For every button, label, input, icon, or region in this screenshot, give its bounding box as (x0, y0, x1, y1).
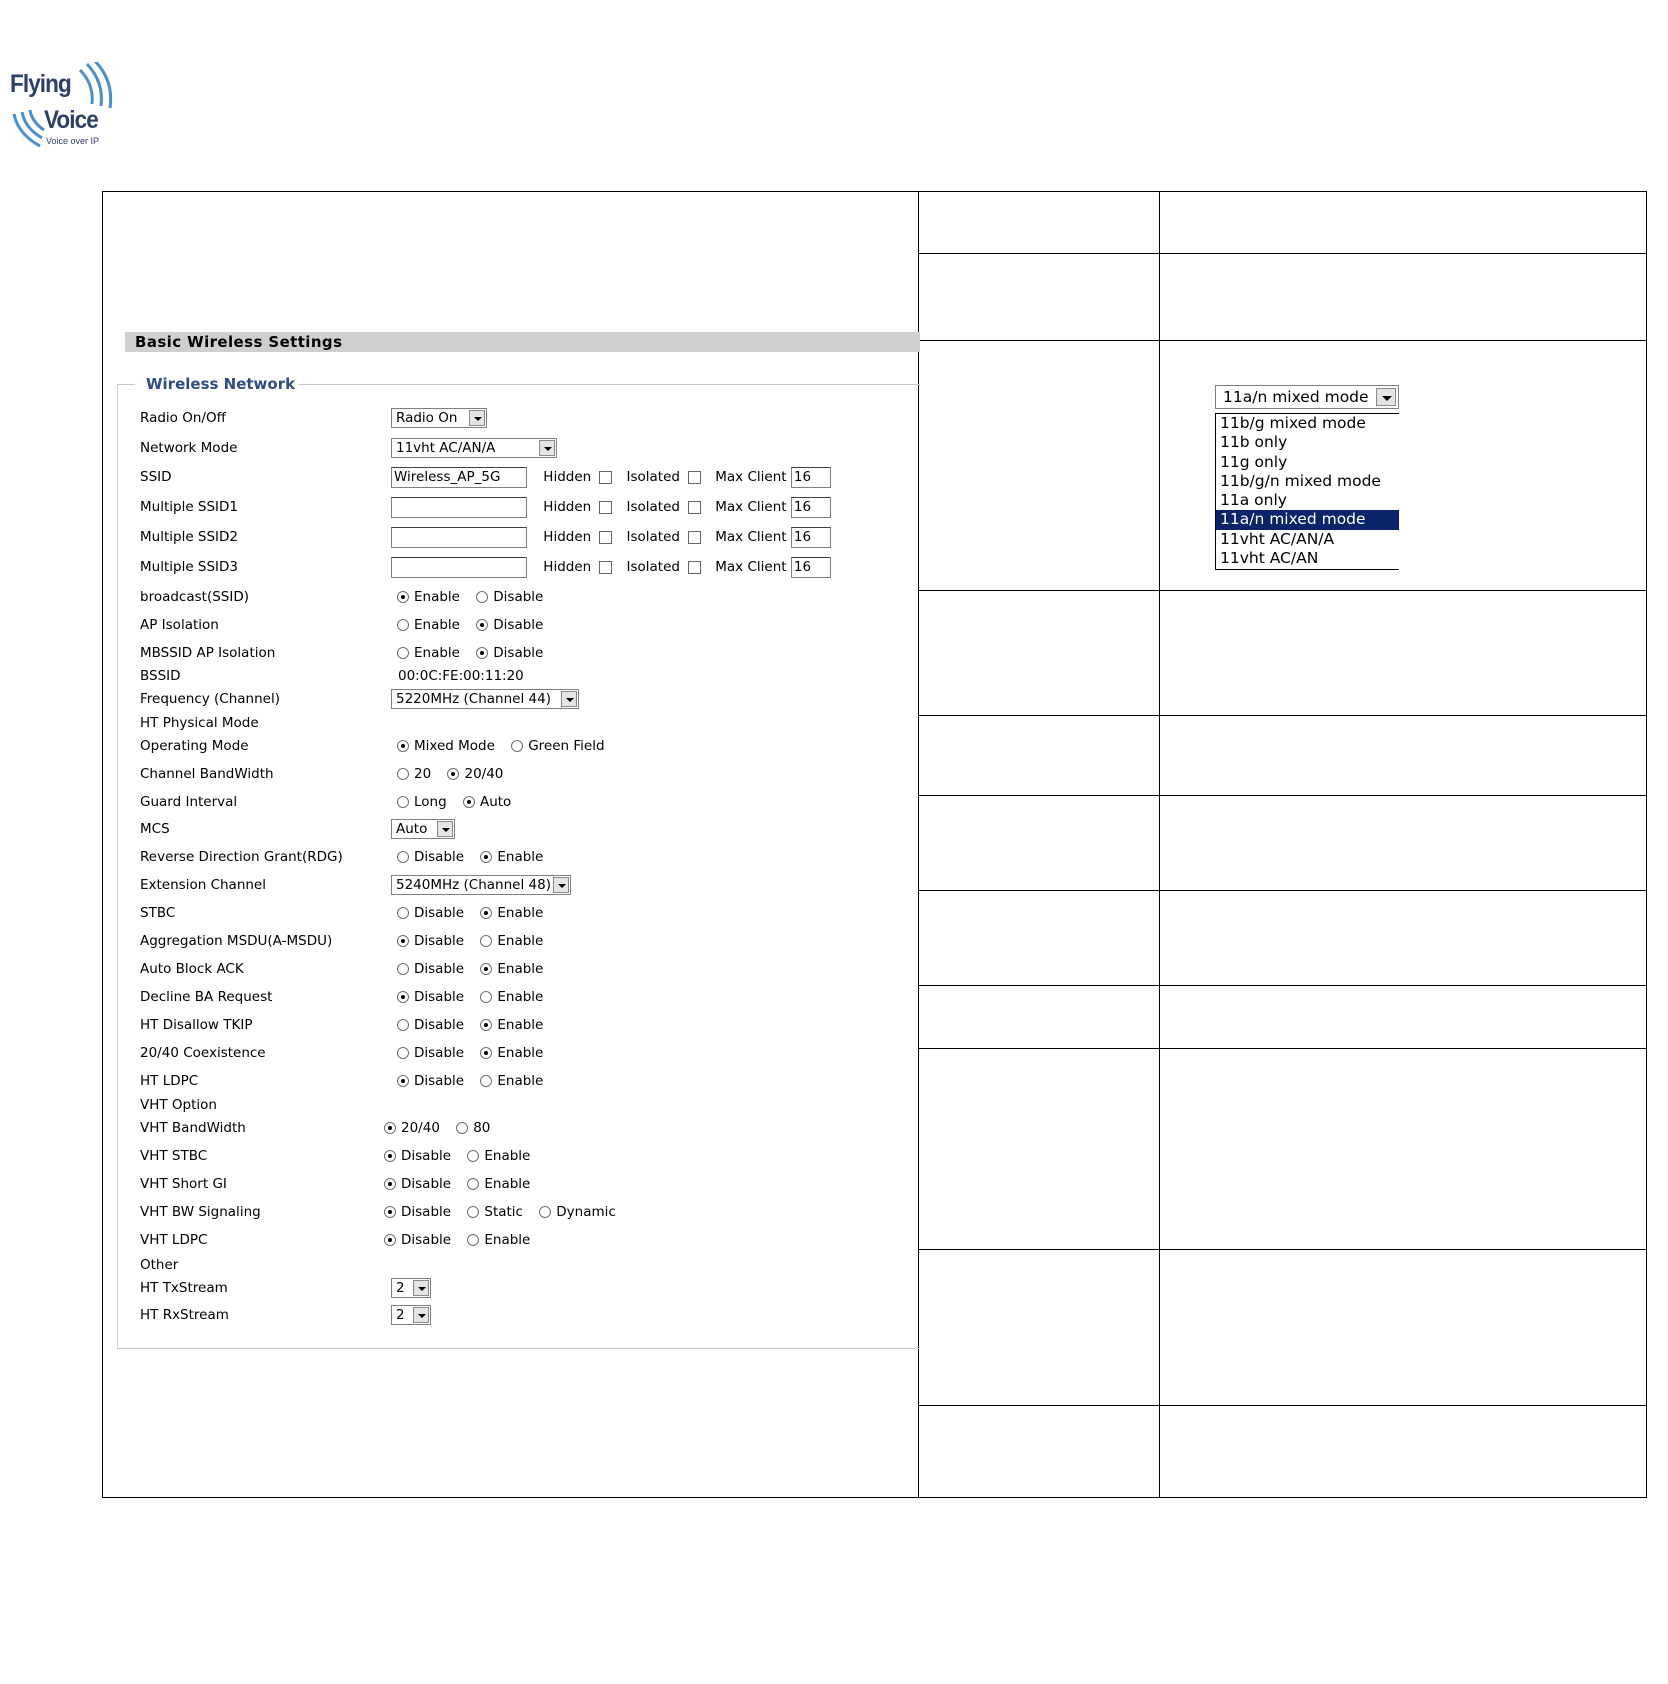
row-channel-bw (115, 763, 920, 785)
fieldset-legend: Wireless Network (142, 375, 299, 393)
radio-button[interactable] (467, 1206, 479, 1218)
mssid1-input[interactable] (391, 497, 527, 518)
radio-button[interactable] (384, 1122, 396, 1134)
isolated-checkbox[interactable] (688, 561, 701, 574)
row-auto-ba (115, 958, 920, 980)
label-rdg: Reverse Direction Grant(RDG) (140, 849, 343, 865)
option-label: Auto (479, 794, 512, 810)
row-mssid2 (115, 526, 920, 548)
label-bssid: BSSID (140, 668, 181, 684)
radio-button[interactable] (397, 991, 409, 1003)
radio-button[interactable] (397, 591, 409, 603)
network-mode-value: 11vht AC/AN/A (396, 440, 496, 456)
option-label: 80 (473, 1120, 491, 1136)
label-ht-tkip: HT Disallow TKIP (140, 1017, 253, 1033)
ext-channel-select[interactable] (391, 875, 571, 895)
option-label: Enable (497, 989, 544, 1005)
chevron-down-icon (469, 410, 485, 426)
isolated-checkbox[interactable] (688, 531, 701, 544)
row-broadcast (115, 586, 920, 608)
table-row-line (919, 715, 1646, 716)
row-decline-ba (115, 986, 920, 1008)
option-label: 20 (414, 766, 432, 782)
label-ht-physical: HT Physical Mode (140, 715, 259, 731)
dropdown-option[interactable]: 11vht AC/AN (1220, 549, 1319, 568)
radio-button[interactable] (467, 1234, 479, 1246)
row-vht-short-gi (115, 1173, 920, 1195)
dropdown-option[interactable]: 11b only (1220, 433, 1288, 452)
label-mssid2: Multiple SSID2 (140, 529, 239, 545)
option-label: Long (414, 794, 447, 810)
frequency-value: 5220MHz (Channel 44) (396, 691, 551, 707)
table-row-line (919, 1249, 1646, 1250)
chevron-down-icon (539, 440, 555, 456)
network-mode-option-list (1215, 413, 1399, 570)
label-vht-short-gi: VHT Short GI (140, 1176, 227, 1192)
bssid-value: 00:0C:FE:00:11:20 (398, 668, 524, 684)
option-label: 20/40 (464, 766, 504, 782)
isolated-label: Isolated (626, 469, 680, 485)
option-label: Enable (497, 1017, 544, 1033)
row-amsdu (115, 930, 920, 952)
document-table (102, 191, 1647, 1498)
row-ht-tkip (115, 1014, 920, 1036)
radio-button[interactable] (480, 963, 492, 975)
label-guard-interval: Guard Interval (140, 794, 238, 810)
ht-tx-select[interactable] (391, 1278, 431, 1298)
option-label: Disable (414, 1017, 465, 1033)
hidden-label: Hidden (543, 469, 592, 485)
label-vht-option: VHT Option (140, 1097, 217, 1113)
label-decline-ba: Decline BA Request (140, 989, 273, 1005)
radio-button[interactable] (397, 796, 409, 808)
isolated-checkbox[interactable] (688, 501, 701, 514)
fieldset-border (117, 384, 135, 385)
option-label: 20/40 (401, 1120, 440, 1136)
row-ht-ldpc (115, 1070, 920, 1092)
radio-button[interactable] (397, 619, 409, 631)
radio-button[interactable] (397, 1047, 409, 1059)
isolated-label: Isolated (626, 559, 680, 575)
radio-button[interactable] (480, 935, 492, 947)
logo-tagline: Voice over IP (46, 136, 100, 146)
row-radio (115, 407, 920, 429)
row-rdg (115, 846, 920, 868)
flying-voice-logo (10, 62, 116, 154)
option-label: Green Field (528, 738, 605, 754)
option-label: Enable (497, 1073, 544, 1089)
table-row-line (919, 890, 1646, 891)
option-label: Disable (414, 961, 465, 977)
option-label: Disable (414, 933, 465, 949)
radio-button[interactable] (463, 796, 475, 808)
ht-tx-value: 2 (396, 1280, 405, 1296)
option-label: Enable (414, 589, 460, 605)
row-ht-tx (115, 1277, 920, 1299)
chevron-down-icon (553, 877, 569, 893)
max-client-label: Max Client (715, 469, 787, 485)
radio-button[interactable] (397, 935, 409, 947)
radio-button[interactable] (480, 1047, 492, 1059)
label-ap-isolation: AP Isolation (140, 617, 219, 633)
label-ht-rx: HT RxStream (140, 1307, 229, 1323)
radio-button[interactable] (397, 963, 409, 975)
row-vht-stbc (115, 1145, 920, 1167)
option-label: Disable (401, 1204, 452, 1220)
row-ssid (115, 466, 920, 488)
radio-button[interactable] (476, 619, 488, 631)
chevron-down-icon (413, 1280, 429, 1296)
option-label: Disable (414, 849, 465, 865)
max-client-input[interactable]: 16 (791, 497, 831, 518)
row-other (115, 1254, 920, 1276)
option-label: Enable (414, 617, 460, 633)
ht-rx-value: 2 (396, 1307, 405, 1323)
max-client-label: Max Client (715, 559, 787, 575)
max-client-input[interactable]: 16 (791, 527, 831, 548)
isolated-label: Isolated (626, 499, 680, 515)
option-label: Disable (493, 645, 544, 661)
dropdown-option[interactable]: 11a only (1220, 491, 1287, 510)
row-vht-bw (115, 1117, 920, 1139)
label-ht-tx: HT TxStream (140, 1280, 228, 1296)
table-row-line (919, 985, 1646, 986)
mcs-value: Auto (396, 821, 428, 837)
hidden-label: Hidden (543, 499, 592, 515)
fieldset-border (288, 384, 920, 385)
row-vht-ldpc (115, 1229, 920, 1251)
label-broadcast: broadcast(SSID) (140, 589, 249, 605)
logo-text-flying: Flying (10, 70, 71, 98)
label-ext-channel: Extension Channel (140, 877, 266, 893)
mssid3-input[interactable] (391, 557, 527, 578)
radio-button[interactable] (384, 1150, 396, 1162)
option-label: Enable (414, 645, 460, 661)
max-client-label: Max Client (715, 499, 787, 515)
frequency-select[interactable] (391, 689, 579, 709)
row-vht-bw-signal (115, 1201, 920, 1223)
hidden-checkbox[interactable] (599, 561, 612, 574)
row-coexist (115, 1042, 920, 1064)
radio-button[interactable] (397, 740, 409, 752)
label-other: Other (140, 1257, 179, 1273)
label-vht-bw-signal: VHT BW Signaling (140, 1204, 261, 1220)
max-client-input[interactable]: 16 (791, 557, 831, 578)
row-stbc (115, 902, 920, 924)
table-row-line (919, 340, 1646, 341)
option-label: Disable (493, 617, 544, 633)
mcs-select[interactable] (391, 819, 455, 839)
label-mcs: MCS (140, 821, 170, 837)
radio-select[interactable] (391, 408, 487, 428)
ht-rx-select[interactable] (391, 1305, 431, 1325)
option-label: Disable (493, 589, 544, 605)
table-row-line (919, 795, 1646, 796)
label-coexist: 20/40 Coexistence (140, 1045, 266, 1061)
row-mssid1 (115, 496, 920, 518)
isolated-checkbox[interactable] (688, 471, 701, 484)
chevron-down-icon (561, 691, 577, 707)
table-row-line (919, 253, 1646, 254)
radio-button[interactable] (480, 907, 492, 919)
label-mssid1: Multiple SSID1 (140, 499, 239, 515)
row-guard-interval (115, 791, 920, 813)
dropdown-selected-value: 11a/n mixed mode (1223, 388, 1369, 406)
isolated-label: Isolated (626, 529, 680, 545)
option-label: Enable (497, 961, 544, 977)
option-label: Disable (401, 1176, 452, 1192)
row-mcs (115, 818, 920, 840)
radio-button[interactable] (476, 647, 488, 659)
radio-button[interactable] (476, 591, 488, 603)
network-mode-select[interactable] (391, 438, 557, 458)
label-mbssid-isolation: MBSSID AP Isolation (140, 645, 276, 661)
hidden-label: Hidden (543, 559, 592, 575)
row-network-mode (115, 437, 920, 459)
radio-button[interactable] (467, 1178, 479, 1190)
radio-button[interactable] (384, 1234, 396, 1246)
label-vht-bw: VHT BandWidth (140, 1120, 246, 1136)
network-mode-dropdown[interactable] (1215, 385, 1399, 409)
radio-button[interactable] (397, 1019, 409, 1031)
option-label: Enable (497, 849, 544, 865)
option-label: Mixed Mode (414, 738, 495, 754)
dropdown-option[interactable]: 11b/g mixed mode (1220, 414, 1366, 432)
label-radio: Radio On/Off (140, 410, 226, 426)
radio-button[interactable] (397, 1075, 409, 1087)
radio-button[interactable] (480, 991, 492, 1003)
radio-button[interactable] (397, 907, 409, 919)
label-auto-ba: Auto Block ACK (140, 961, 244, 977)
radio-button[interactable] (480, 851, 492, 863)
row-mssid3 (115, 556, 920, 578)
hidden-checkbox[interactable] (599, 501, 612, 514)
row-ht-rx (115, 1304, 920, 1326)
table-row-line (919, 1405, 1646, 1406)
radio-button[interactable] (480, 1075, 492, 1087)
ext-channel-value: 5240MHz (Channel 48) (396, 877, 551, 893)
option-label: Enable (484, 1176, 531, 1192)
label-operating-mode: Operating Mode (140, 738, 249, 754)
option-label: Disable (414, 905, 465, 921)
max-client-input[interactable]: 16 (791, 467, 831, 488)
table-divider (1159, 192, 1160, 1497)
label-frequency: Frequency (Channel) (140, 691, 280, 707)
label-stbc: STBC (140, 905, 176, 921)
chevron-down-icon (1376, 388, 1396, 406)
option-label: Enable (484, 1148, 531, 1164)
option-label: Disable (414, 1073, 465, 1089)
logo-text-voice: Voice (44, 106, 98, 134)
dropdown-option[interactable]: 11vht AC/AN/A (1220, 529, 1335, 548)
option-label: Disable (401, 1232, 452, 1248)
label-vht-ldpc: VHT LDPC (140, 1232, 208, 1248)
radio-button[interactable] (384, 1206, 396, 1218)
radio-button[interactable] (467, 1150, 479, 1162)
hidden-label: Hidden (543, 529, 592, 545)
radio-button[interactable] (511, 740, 523, 752)
row-bssid (115, 665, 920, 687)
mssid2-input[interactable] (391, 527, 527, 548)
option-label: Dynamic (556, 1204, 616, 1220)
radio-button[interactable] (447, 768, 459, 780)
fieldset-border (117, 1348, 920, 1349)
label-mssid3: Multiple SSID3 (140, 559, 239, 575)
row-mbssid-isolation (115, 642, 920, 664)
radio-button[interactable] (480, 1019, 492, 1031)
option-label: Enable (497, 1045, 544, 1061)
table-row-line (919, 590, 1646, 591)
option-label: Enable (484, 1232, 531, 1248)
chevron-down-icon (437, 821, 453, 837)
row-frequency (115, 688, 920, 710)
dropdown-option[interactable]: 11b/g/n mixed mode (1220, 471, 1381, 490)
row-vht-option (115, 1094, 920, 1116)
hidden-checkbox[interactable] (599, 471, 612, 484)
option-label: Enable (497, 933, 544, 949)
option-label: Enable (497, 905, 544, 921)
radio-button[interactable] (539, 1206, 551, 1218)
hidden-checkbox[interactable] (599, 531, 612, 544)
option-label: Static (484, 1204, 523, 1220)
label-amsdu: Aggregation MSDU(A-MSDU) (140, 933, 333, 949)
radio-button[interactable] (397, 768, 409, 780)
radio-button[interactable] (397, 647, 409, 659)
ssid-input[interactable]: Wireless_AP_5G (391, 467, 527, 488)
label-network-mode: Network Mode (140, 440, 238, 456)
option-label: Disable (414, 1045, 465, 1061)
label-ssid: SSID (140, 469, 172, 485)
radio-button[interactable] (456, 1122, 468, 1134)
label-channel-bw: Channel BandWidth (140, 766, 274, 782)
row-ext-channel (115, 874, 920, 896)
option-label: Disable (401, 1148, 452, 1164)
table-divider (918, 192, 919, 1497)
label-ht-ldpc: HT LDPC (140, 1073, 199, 1089)
dropdown-option[interactable]: 11g only (1220, 452, 1288, 471)
option-label: Disable (414, 989, 465, 1005)
panel-title: Basic Wireless Settings (125, 332, 920, 352)
label-vht-stbc: VHT STBC (140, 1148, 208, 1164)
dropdown-option-highlighted[interactable]: 11a/n mixed mode (1216, 510, 1399, 529)
row-operating-mode (115, 735, 920, 757)
radio-select-value: Radio On (396, 410, 458, 426)
radio-button[interactable] (397, 851, 409, 863)
chevron-down-icon (413, 1307, 429, 1323)
row-ap-isolation (115, 614, 920, 636)
table-row-line (919, 1048, 1646, 1049)
row-ht-physical (115, 712, 920, 734)
radio-button[interactable] (384, 1178, 396, 1190)
max-client-label: Max Client (715, 529, 787, 545)
